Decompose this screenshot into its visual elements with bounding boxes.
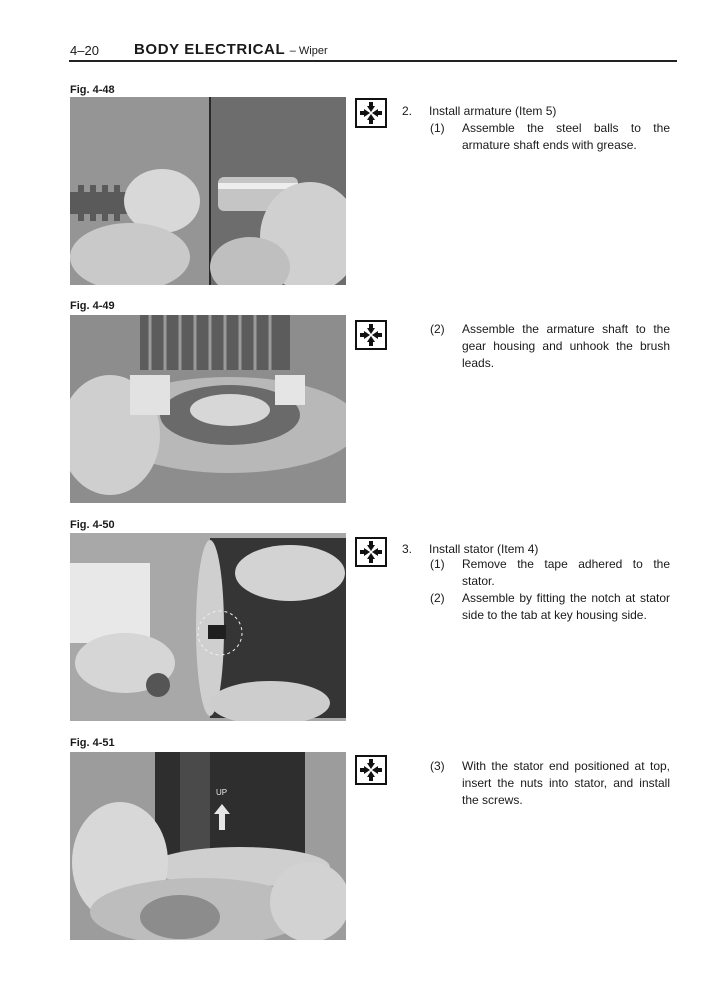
subsection-title: – Wiper — [289, 45, 328, 57]
substep-number: (1) — [430, 121, 445, 135]
figure-photo-stator-screws — [70, 752, 346, 940]
four-arrows-inward-icon — [355, 755, 387, 785]
photo-illustration — [70, 315, 346, 503]
section-title-text: BODY ELECTRICAL — [134, 41, 285, 58]
figure-label: Fig. 4-48 — [70, 84, 115, 96]
figure-label: Fig. 4-50 — [70, 519, 115, 531]
photo-illustration — [70, 97, 346, 285]
step-number: 3. — [402, 542, 413, 556]
up-label: UP — [216, 788, 228, 797]
substep-number: (1) — [430, 557, 445, 571]
figure-photo-armature-housing — [70, 315, 346, 503]
page-header — [70, 40, 676, 62]
header-rule — [69, 60, 677, 62]
substep-text: Remove the tape adhered to the stator. — [462, 557, 670, 588]
photo-illustration — [70, 533, 346, 721]
substep-text: Assemble the armature shaft to the gear housing and unhook the brush leads. — [462, 322, 670, 370]
substep-number: (3) — [430, 759, 445, 773]
photo-illustration — [70, 752, 346, 940]
figure-photo-armature-balls — [70, 97, 346, 285]
four-arrows-inward-icon — [355, 537, 387, 567]
substep-text: Assemble by fitting the notch at stator side to the tab at key housing side. — [462, 591, 670, 622]
substep-number: (2) — [430, 591, 445, 605]
substep-number: (2) — [430, 322, 445, 336]
page-number: 4–20 — [70, 43, 99, 58]
four-arrows-inward-icon — [355, 320, 387, 350]
figure-photo-stator-fit — [70, 533, 346, 721]
four-arrows-inward-icon — [355, 98, 387, 128]
step-title: Install stator (Item 4) — [429, 542, 539, 556]
step-title: Install armature (Item 5) — [429, 104, 557, 118]
step-number: 2. — [402, 104, 413, 118]
section-title — [134, 41, 328, 58]
substep-text: Assemble the steel balls to the armature shaft ends with grease. — [462, 121, 670, 152]
figure-label: Fig. 4-51 — [70, 737, 115, 749]
figure-label: Fig. 4-49 — [70, 300, 115, 312]
substep-text: With the stator end positioned at top, insert the nuts into stator, and install the screws. — [462, 759, 670, 807]
